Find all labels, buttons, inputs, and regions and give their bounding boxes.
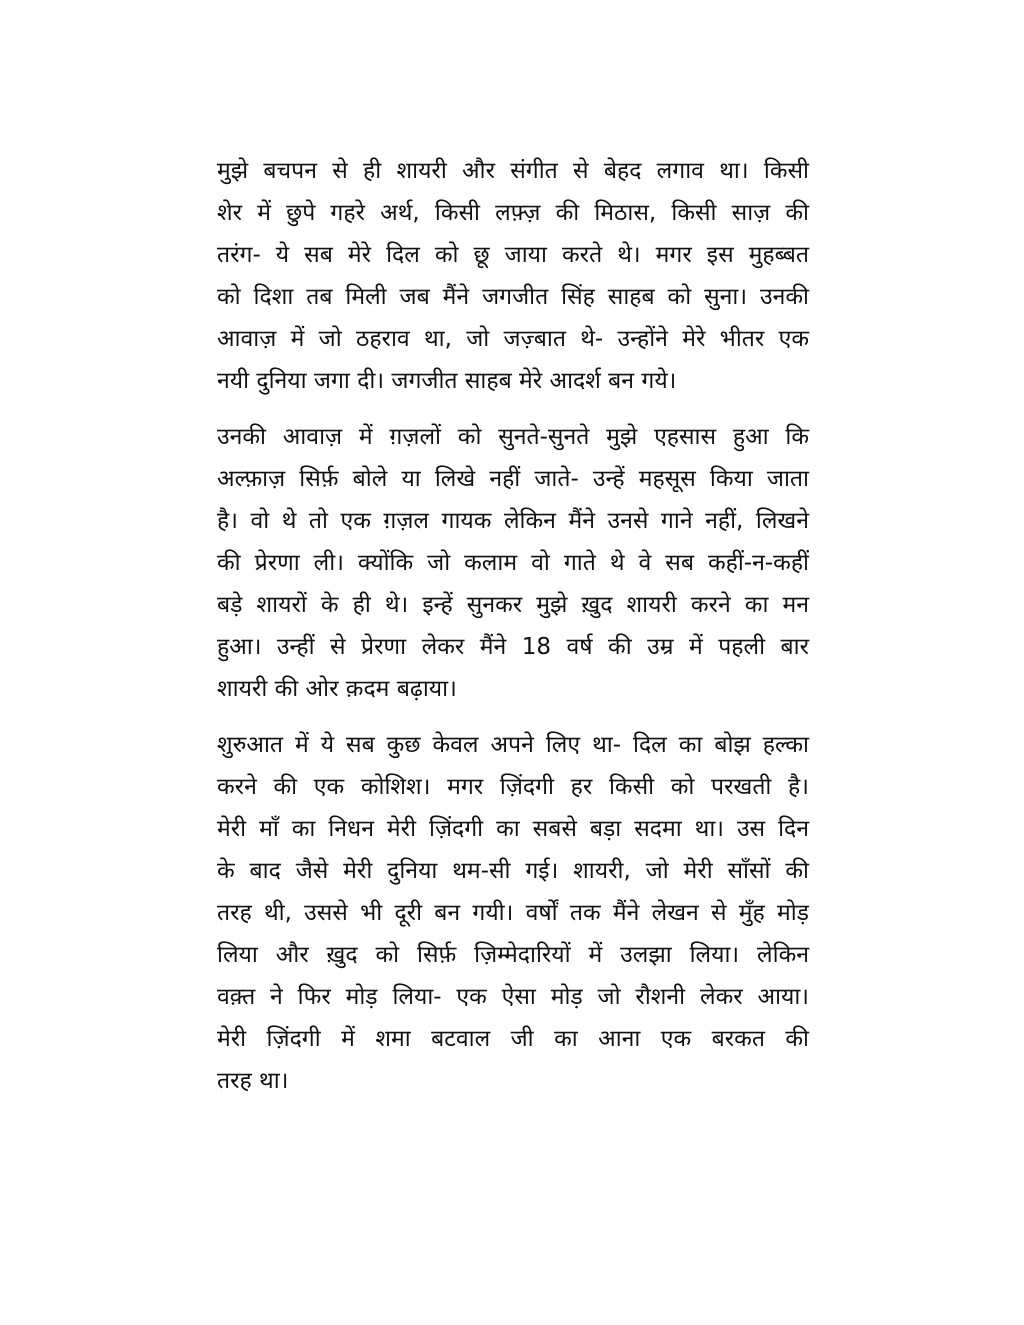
paragraph-line: तरह था। (217, 1068, 289, 1094)
paragraph-line: है। वो थे तो एक ग़ज़ल गायक लेकिन मैंने उनसे गाने नहीं, लिखने (217, 508, 809, 534)
paragraph-line: अल्फ़ाज़ सिर्फ़ बोले या लिखे नहीं जाते- उन्हें महसूस किया जाता (217, 466, 809, 492)
paragraph-line: हुआ। उन्हीं से प्रेरणा लेकर मैंने 18 वर्ष की उम्र में पहली बार (217, 634, 809, 660)
paragraph-line: उनकी आवाज़ में ग़ज़लों को सुनते-सुनते मुझे एहसास हुआ कि (217, 424, 809, 450)
paragraph-line: की प्रेरणा ली। क्योंकि जो कलाम वो गाते थे वे सब कहीं-न-कहीं (217, 550, 809, 576)
paragraph-line: मुझे बचपन से ही शायरी और संगीत से बेहद लगाव था। किसी (217, 158, 809, 184)
paragraph-line: के बाद जैसे मेरी दुनिया थम-सी गई। शायरी, जो मेरी साँसों की (217, 858, 809, 884)
paragraph-line: शुरुआत में ये सब कुछ केवल अपने लिए था- दिल का बोझ हल्का (217, 732, 809, 758)
paragraph-2 (217, 416, 809, 710)
paragraph-line: शायरी की ओर क़दम बढ़ाया। (217, 676, 457, 702)
paragraph-3 (217, 724, 809, 1102)
paragraph-line: आवाज़ में जो ठहराव था, जो जज़्बात थे- उन्होंने मेरे भीतर एक (217, 326, 809, 352)
paragraph-line: वक़्त ने फिर मोड़ लिया- एक ऐसा मोड़ जो रौशनी लेकर आया। (217, 984, 809, 1010)
paragraph-line: शेर में छुपे गहरे अर्थ, किसी लफ़्ज़ की मिठास, किसी साज़ की (217, 200, 809, 226)
paragraph-line: मेरी माँ का निधन मेरी ज़िंदगी का सबसे बड़ा सदमा था। उस दिन (217, 816, 809, 842)
paragraph-line: को दिशा तब मिली जब मैंने जगजीत सिंह साहब को सुना। उनकी (217, 284, 809, 310)
paragraph-line: तरह थी, उससे भी दूरी बन गयी। वर्षों तक मैंने लेखन से मुँह मोड़ (217, 900, 809, 926)
paragraph-1 (217, 150, 809, 402)
paragraph-line: तरंग- ये सब मेरे दिल को छू जाया करते थे। मगर इस मुहब्बत (217, 242, 809, 268)
paragraph-line: मेरी ज़िंदगी में शमा बटवाल जी का आना एक बरकत की (217, 1026, 809, 1052)
paragraph-line: लिया और ख़ुद को सिर्फ़ ज़िम्मेदारियों में उलझा लिया। लेकिन (217, 942, 809, 968)
paragraph-line: बड़े शायरों के ही थे। इन्हें सुनकर मुझे ख़ुद शायरी करने का मन (217, 592, 809, 618)
paragraph-line: नयी दुनिया जगा दी। जगजीत साहब मेरे आदर्श बन गये। (217, 368, 677, 394)
paragraph-line: करने की एक कोशिश। मगर ज़िंदगी हर किसी को परखती है। (217, 774, 809, 800)
